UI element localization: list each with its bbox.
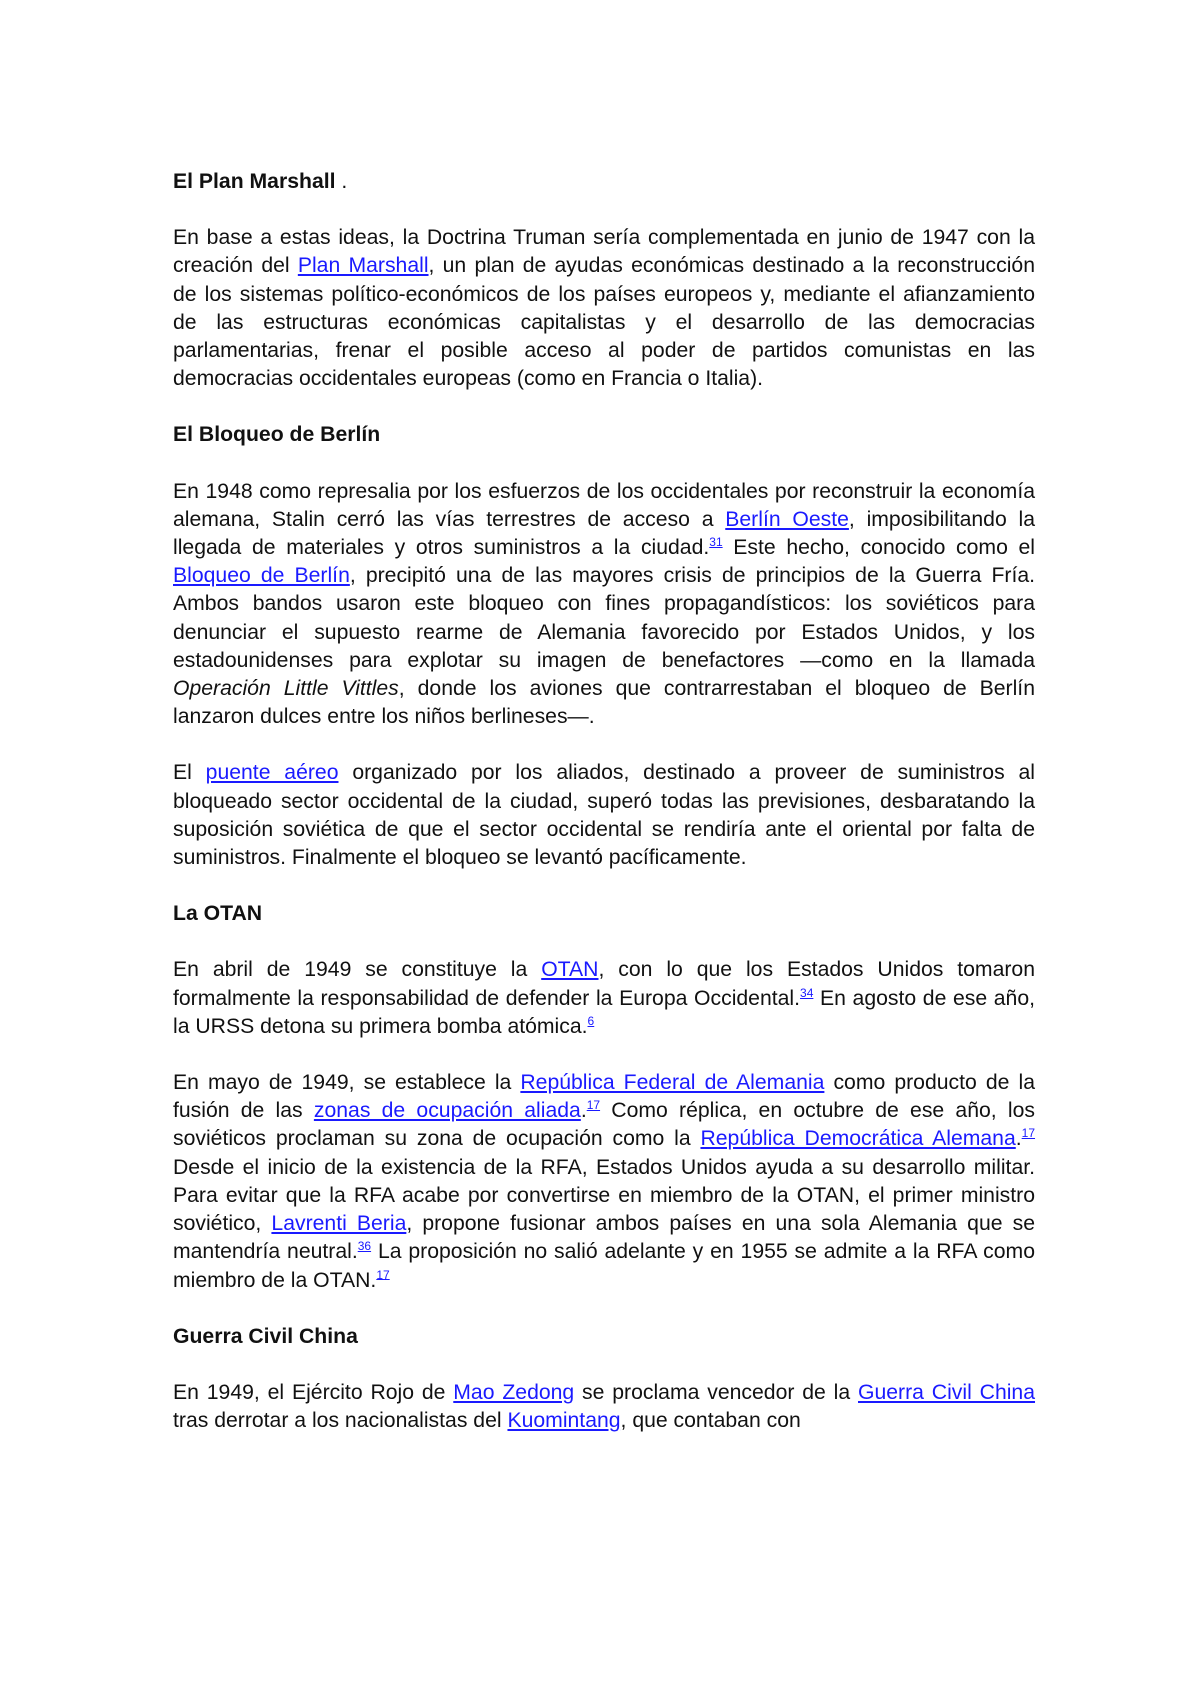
text-run: , precipitó una de las mayores crisis de principios de la Guerra Fría. Ambos bandos usaron este bloqueo con fines propagandísticos: los soviéticos para denunciar el supuesto rearme de Alemania favorecido por Estados Unidos, y los estadounidenses para explotar su imagen de benefactores —como en la llamada: [173, 564, 1035, 672]
text-run: En agosto de ese año, la URSS detona su primera bomba atómica.: [173, 986, 1035, 1038]
text-run: tras derrotar a los nacionalistas del: [173, 1409, 508, 1433]
link-republica-federal-alemania[interactable]: República Federal de Alemania: [520, 1071, 825, 1095]
text-run: En base a estas ideas, la Doctrina Truman sería complementada en junio de 1947 con la creación del: [173, 226, 1035, 278]
footnote-ref-17[interactable]: 17: [586, 1098, 601, 1113]
footnote-ref-17[interactable]: 17: [376, 1267, 390, 1282]
link-puente-aereo[interactable]: puente aéreo: [205, 761, 339, 785]
link-otan[interactable]: OTAN: [541, 958, 599, 982]
paragraph-otan-1: [173, 956, 1035, 1041]
link-lavrenti-beria[interactable]: Lavrenti Beria: [271, 1212, 407, 1236]
paragraph-bloqueo-2: [173, 759, 1035, 872]
text-run: se proclama vencedor de la: [574, 1380, 858, 1404]
text-run: En 1948 como represalia por los esfuerzos de los occidentales por reconstruir la economía alemana, Stalin cerró las vías terrestres de acceso a: [173, 479, 1035, 531]
paragraph-china-1: [173, 1379, 1035, 1435]
link-mao-zedong[interactable]: Mao Zedong: [453, 1380, 575, 1404]
text-run: La proposición no salió adelante y en 1955 se admite a la RFA como miembro de la OTAN.: [173, 1240, 1035, 1292]
text-run: En mayo de 1949, se establece la: [173, 1071, 521, 1095]
footnote-ref-31[interactable]: 31: [709, 534, 723, 549]
section-title-bloqueo-berlin: El Bloqueo de Berlín: [173, 423, 381, 447]
paragraph-plan-marshall: [173, 224, 1035, 393]
italic-operacion: Operación Little Vittles: [173, 677, 399, 701]
link-zonas-ocupacion-aliada[interactable]: zonas de ocupación aliada: [313, 1099, 581, 1123]
text-run: , propone fusionar ambos países en una sola Alemania que se mantendría neutral.: [173, 1212, 1035, 1264]
text-run: .: [580, 1099, 587, 1123]
text-run: , imposibilitando la llegada de materiales y otros suministros a la ciudad.: [173, 507, 1035, 560]
paragraph-bloqueo-1: [173, 478, 1035, 732]
text-run: como producto de la fusión de las: [173, 1071, 1035, 1123]
footnote-ref-36[interactable]: 36: [357, 1239, 372, 1254]
text-run: En abril de 1949 se constituye la: [173, 958, 542, 982]
link-plan-marshall[interactable]: Plan Marshall: [297, 254, 429, 278]
document-page: [173, 168, 1035, 1463]
text-run: Este hecho, conocido como el: [722, 536, 1035, 560]
section-title-trail: .: [335, 170, 348, 193]
text-run: , con lo que los Estados Unidos tomaron formalmente la responsabilidad de defender la Europa Occidental.: [173, 958, 1035, 1010]
section-title-plan-marshall: [173, 168, 1035, 196]
footnote-ref-6[interactable]: 6: [587, 1013, 595, 1028]
link-bloqueo-de-berlin[interactable]: Bloqueo de Berlín: [173, 564, 350, 588]
text-run: En 1949, el Ejército Rojo de: [173, 1380, 454, 1404]
text-run: .: [1015, 1127, 1022, 1151]
link-guerra-civil-china[interactable]: Guerra Civil China: [858, 1380, 1036, 1404]
link-kuomintang[interactable]: Kuomintang: [507, 1409, 621, 1433]
text-run: organizado por los aliados, destinado a proveer de suministros al bloqueado sector occidental de la ciudad, superó todas las previsiones, desbaratando la suposición soviética de que el sector occidental se rendiría ante el oriental por falta de suministros. Finalmente el bloqueo se levantó pacíficamente.: [173, 761, 1035, 870]
section-title-guerra-civil-china: Guerra Civil China: [173, 1324, 358, 1348]
section-title-text: El Plan Marshall: [173, 170, 336, 193]
text-run: , un plan de ayudas económicas destinado a la reconstrucción de los sistemas político-económicos de los países europeos y, mediante el afianzamiento de las estructuras económicas capitalistas y el desarrollo de las democracias parlamentarias, frenar el posible acceso al poder de partidos comunistas en las democracias occidentales europeas (como en Francia o Italia).: [173, 254, 1035, 391]
text-run: , donde los aviones que contrarrestaban el bloqueo de Berlín lanzaron dulces entre los niños berlineses—.: [173, 677, 1035, 729]
link-republica-democratica-alemana[interactable]: República Democrática Alemana: [700, 1127, 1016, 1151]
text-run: Desde el inicio de la existencia de la RFA, Estados Unidos ayuda a su desarrollo militar. Para evitar que la RFA acabe por convertirse en miembro de la OTAN, el primer ministro soviético,: [173, 1155, 1035, 1236]
footnote-ref-34[interactable]: 34: [800, 985, 814, 1000]
footnote-ref-17[interactable]: 17: [1021, 1126, 1036, 1141]
paragraph-otan-2: [173, 1069, 1035, 1295]
text-run: El: [173, 761, 206, 785]
section-title-otan: La OTAN: [173, 902, 263, 926]
link-berlin-oeste[interactable]: Berlín Oeste: [725, 507, 849, 531]
text-run: , que contaban con: [620, 1409, 801, 1433]
text-run: Como réplica, en octubre de ese año, los soviéticos proclaman su zona de ocupación como la: [173, 1099, 1035, 1151]
